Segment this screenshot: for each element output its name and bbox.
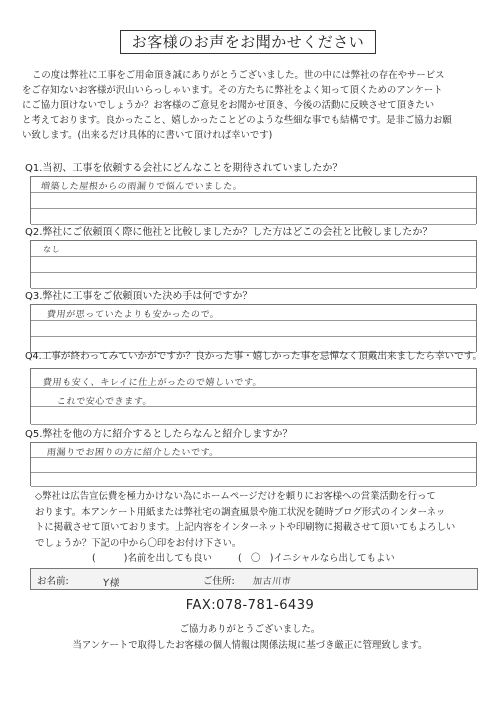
question-5-label: Q5.弊社を他の方に紹介するとしたらなんと紹介しますか？: [25, 429, 293, 440]
question-3-label: Q3.弊社に工事をご依頼頂いた決め手は何ですか？: [25, 291, 253, 302]
option-name-ok[interactable]: ( )名前を出しても良い: [92, 553, 212, 564]
answer-1-text: 増築した屋根からの雨漏りで悩んでいました。: [40, 182, 243, 192]
thanks-text: ご協力ありがとうございました。: [179, 624, 321, 635]
publication-note: [35, 489, 485, 551]
note-line: おります。本アンケート用紙または弊社宅の調査風景や施工状況を随時ブログ形式のインターネッ: [35, 506, 446, 518]
intro-line: にご協力頂けないでしょうか？お客様のご意見をお聞かせ頂き、今後の活動に反映させて頂きたい: [22, 100, 435, 111]
answer-5-text: 雨漏りでお困りの方に紹介したいです。: [46, 448, 220, 458]
name-value[interactable]: Y様: [102, 578, 121, 589]
answer-box-3[interactable]: [30, 304, 477, 352]
intro-line: をご存知ないお客様が沢山いらっしゃいます。その方たちに弊社をよく知って頂くためのアンケート: [22, 85, 443, 96]
question-2-label: Q2.弊社にご依頼頂く際に他社と比較しましたか？した方はどこの会社と比較しましたか？: [25, 227, 433, 238]
answer-2-text: なし: [42, 245, 61, 254]
page-title: お客様のお声をお聞かせください: [120, 30, 376, 54]
intro-text: [22, 68, 484, 143]
answer-box-1[interactable]: [30, 176, 477, 224]
question-4-label: Q4.工事が終わってみていかがですか？良かった事・嬉しかった事を忌憚なく頂戴出来ましたら幸いです。: [25, 351, 483, 362]
answer-box-4[interactable]: [30, 368, 477, 424]
answer-box-5[interactable]: [30, 442, 477, 486]
answer-3-text: 費用が思っていたよりも安かったので。: [46, 310, 220, 320]
address-value[interactable]: 加古川市: [252, 577, 292, 587]
customer-info-box: [30, 568, 478, 590]
answer-4-text-line-2: これで安心できます。: [56, 397, 153, 407]
answer-4-text-line-1: 費用も安く、キレイに仕上がったので嬉しいです。: [42, 378, 263, 388]
intro-line: と考えております。良かったこと、嬉しかったことどのような些細な事でも結構です。是非ご協力お願: [22, 115, 452, 126]
answer-box-2[interactable]: [30, 240, 477, 288]
intro-line: この度は弊社に工事をご用命頂き誠にありがとうございました。世の中には弊社の存在やサービス: [32, 70, 445, 81]
address-label: ご住所:: [203, 576, 235, 587]
fax-number: FAX:078-781-6439: [185, 598, 315, 613]
privacy-note: 当アンケートで取得したお客様の個人情報は関係法規に基づき厳正に管理致します。: [72, 640, 428, 651]
question-1-label: Q1.当初、工事を依頼する会社にどんなことを期待されていましたか？: [25, 163, 343, 174]
note-line: でしょうか？下記の中から〇印をお付け下さい。: [35, 537, 242, 549]
option-initial-ok[interactable]: ( 〇 )イニシャルなら出してもよい: [238, 553, 395, 564]
note-line: トに掲載させて頂いております。上記内容をインターネットや印刷物に掲載させて頂いてもよろしい: [35, 522, 456, 533]
name-label: お名前:: [37, 576, 69, 587]
note-line: ◇弊社は広告宣伝費を極力かけない為にホームページだけを頼りにお客様への営業活動を行って: [35, 491, 436, 502]
intro-line: い致します。(出来るだけ具体的に書いて頂ければ幸いです): [22, 130, 273, 141]
